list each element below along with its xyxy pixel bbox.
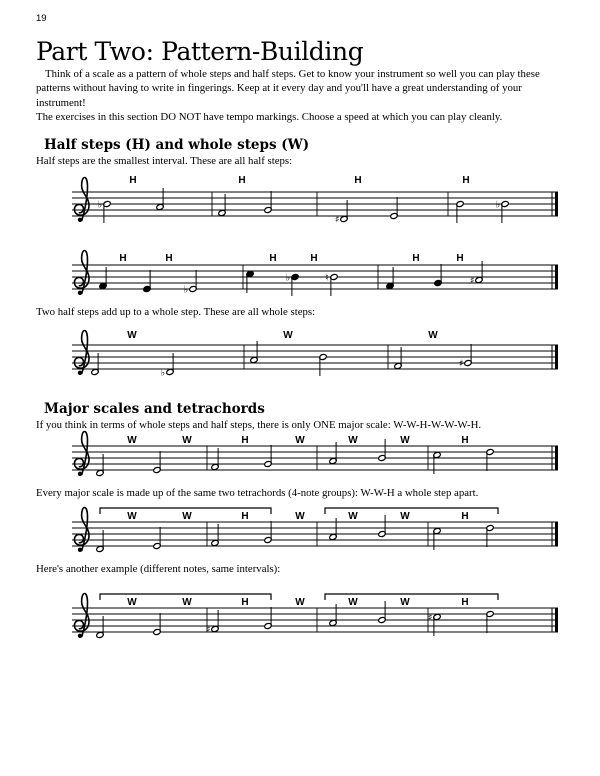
interval-label: H — [238, 175, 246, 187]
section-heading-half-whole: Half steps (H) and whole steps (W) — [44, 137, 310, 154]
treble-clef-ball — [78, 370, 82, 374]
treble-clef-icon — [74, 593, 89, 636]
interval-label: W — [127, 511, 137, 523]
interval-label: H — [310, 253, 318, 265]
interval-label: H — [241, 435, 249, 447]
half-steps-caption: Half steps are the smallest interval. These are all half steps: — [36, 155, 293, 168]
interval-label: W — [400, 596, 410, 608]
treble-clef-icon — [74, 432, 89, 475]
another-example-caption: Here's another example (different notes, same intervals): — [36, 563, 281, 576]
staff-svg — [68, 241, 564, 305]
interval-label: W — [182, 435, 192, 447]
staff-half-steps-2 — [68, 241, 564, 305]
tempo-note-paragraph: The exercises in this section DO NOT have tempo markings. Choose a speed at which you can play cleanly. — [36, 110, 503, 123]
interval-label: W — [127, 435, 137, 447]
treble-clef-ball — [78, 218, 82, 222]
natural-accidental-icon: ♮ — [325, 272, 329, 284]
interval-label: H — [461, 435, 469, 447]
interval-label: W — [400, 435, 410, 447]
treble-clef-icon — [74, 178, 89, 221]
tetrachords-caption: Every major scale is made up of the same two tetrachords (4-note groups): W-W-H a whole step apart. — [36, 487, 479, 500]
flat-accidental-icon: ♭ — [160, 367, 166, 379]
major-scale-caption: If you think in terms of whole steps and half steps, there is only ONE major scale: W-W-H-W-W-W-H. — [36, 418, 482, 431]
treble-clef-icon — [74, 251, 89, 294]
sharp-accidental-icon: ♯ — [205, 624, 211, 636]
flat-accidental-icon: ♭ — [285, 272, 291, 284]
interval-label: W — [127, 329, 137, 341]
sharp-accidental-icon: ♯ — [334, 214, 340, 226]
treble-clef-ball — [78, 633, 82, 637]
sharp-accidental-icon: ♯ — [458, 358, 464, 370]
interval-label: H — [165, 253, 173, 265]
sharp-accidental-icon: ♯ — [469, 275, 475, 287]
interval-label: W — [182, 596, 192, 608]
interval-label: W — [295, 511, 305, 523]
interval-label: W — [348, 435, 358, 447]
interval-label: H — [119, 253, 127, 265]
interval-label: H — [461, 511, 469, 523]
interval-label: W — [283, 329, 293, 341]
interval-label: H — [412, 253, 420, 265]
interval-label: H — [462, 175, 470, 187]
staff-svg — [68, 321, 564, 385]
interval-label: W — [348, 511, 358, 523]
section-heading-major-scales: Major scales and tetrachords — [44, 400, 265, 417]
staff-svg — [68, 168, 564, 232]
staff-tetrachords — [68, 498, 564, 562]
interval-label: W — [295, 596, 305, 608]
interval-label: W — [182, 511, 192, 523]
staff-whole-steps — [68, 321, 564, 385]
staff-svg — [68, 584, 564, 648]
treble-clef-ball — [78, 291, 82, 295]
interval-label: H — [241, 596, 249, 608]
page-title: Part Two: Pattern-Building — [36, 37, 364, 66]
interval-label: H — [269, 253, 277, 265]
whole-steps-caption: Two half steps add up to a whole step. These are all whole steps: — [36, 306, 316, 319]
interval-label: H — [241, 511, 249, 523]
interval-label: H — [461, 596, 469, 608]
sharp-accidental-icon: ♯ — [427, 612, 433, 624]
interval-label: W — [295, 435, 305, 447]
intro-paragraph: Think of a scale as a pattern of whole steps and half steps. Get to know your instrument so well you can play these patterns without having to write in fingerings. Keep at it every day and you'll have a great understanding of your instrument! — [36, 68, 540, 109]
flat-accidental-icon: ♭ — [183, 284, 189, 296]
treble-clef-icon — [74, 508, 89, 551]
interval-label: W — [127, 596, 137, 608]
flat-accidental-icon: ♭ — [97, 199, 103, 211]
interval-label: W — [428, 329, 438, 341]
interval-label: W — [400, 511, 410, 523]
interval-label: W — [348, 596, 358, 608]
interval-label: H — [129, 175, 137, 187]
treble-clef-ball — [78, 548, 82, 552]
flat-accidental-icon: ♭ — [495, 199, 501, 211]
treble-clef-ball — [78, 472, 82, 476]
staff-example-d-major — [68, 584, 564, 648]
interval-label: H — [354, 175, 362, 187]
page-number: 19 — [36, 13, 47, 24]
staff-half-steps-1 — [68, 168, 564, 232]
treble-clef-icon — [74, 330, 89, 373]
interval-label: H — [456, 253, 464, 265]
staff-svg — [68, 498, 564, 562]
